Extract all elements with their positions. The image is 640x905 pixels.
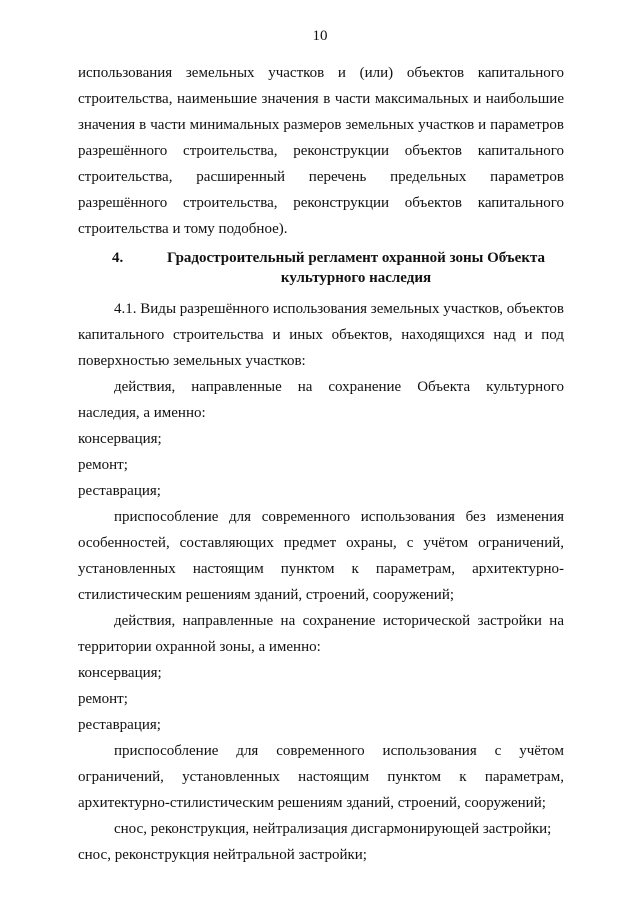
- paragraph: приспособление для современного использования без изменения особенностей, составляющих предмет охраны, с учётом ограничений, установленных настоящим пунктом к параметрам, архитектурно-стилистическим решениям зданий, строений, сооружений;: [78, 509, 564, 603]
- paragraph: ремонт;: [78, 691, 128, 707]
- paragraph: действия, направленные на сохранение Объекта культурного наследия, а именно:: [78, 379, 564, 421]
- paragraph: реставрация;: [78, 717, 161, 733]
- paragraph: приспособление для современного использования с учётом ограничений, установленных настоящим пунктом к параметрам, архитектурно-стилистическим решениям зданий, строений, сооружений;: [78, 743, 564, 811]
- paragraph: действия, направленные на сохранение исторической застройки на территории охранной зоны, а именно:: [78, 613, 564, 655]
- paragraph: реставрация;: [78, 483, 161, 499]
- section-number: 4.: [112, 250, 124, 266]
- section-body: [78, 296, 564, 868]
- paragraph: снос, реконструкция нейтральной застройки;: [78, 847, 367, 863]
- paragraph: консервация;: [78, 431, 162, 447]
- page-number: 10: [312, 28, 328, 44]
- paragraph: ремонт;: [78, 457, 128, 473]
- paragraph-continued: использования земельных участков и (или) объектов капитального строительства, наименьшие значения в части максимальных и наибольшие значения в части минимальных размеров земельных участков и параметров разрешённого строительства, реконструкции объектов капитального строительства, расширенный перечень предельных параметров разрешённого строительства, реконструкции объектов капитального строительства и тому подобное).: [78, 65, 564, 237]
- paragraph: снос, реконструкция, нейтрализация дисгармонирующей застройки;: [114, 821, 552, 837]
- section-heading: [78, 248, 564, 288]
- paragraph: 4.1. Виды разрешённого использования земельных участков, объектов капитального строительства и иных объектов, находящихся над и под поверхностью земельных участков:: [78, 301, 564, 369]
- document-body: [78, 60, 564, 868]
- paragraph: консервация;: [78, 665, 162, 681]
- section-title: Градостроительный регламент охранной зоны Объекта культурного наследия: [166, 250, 546, 286]
